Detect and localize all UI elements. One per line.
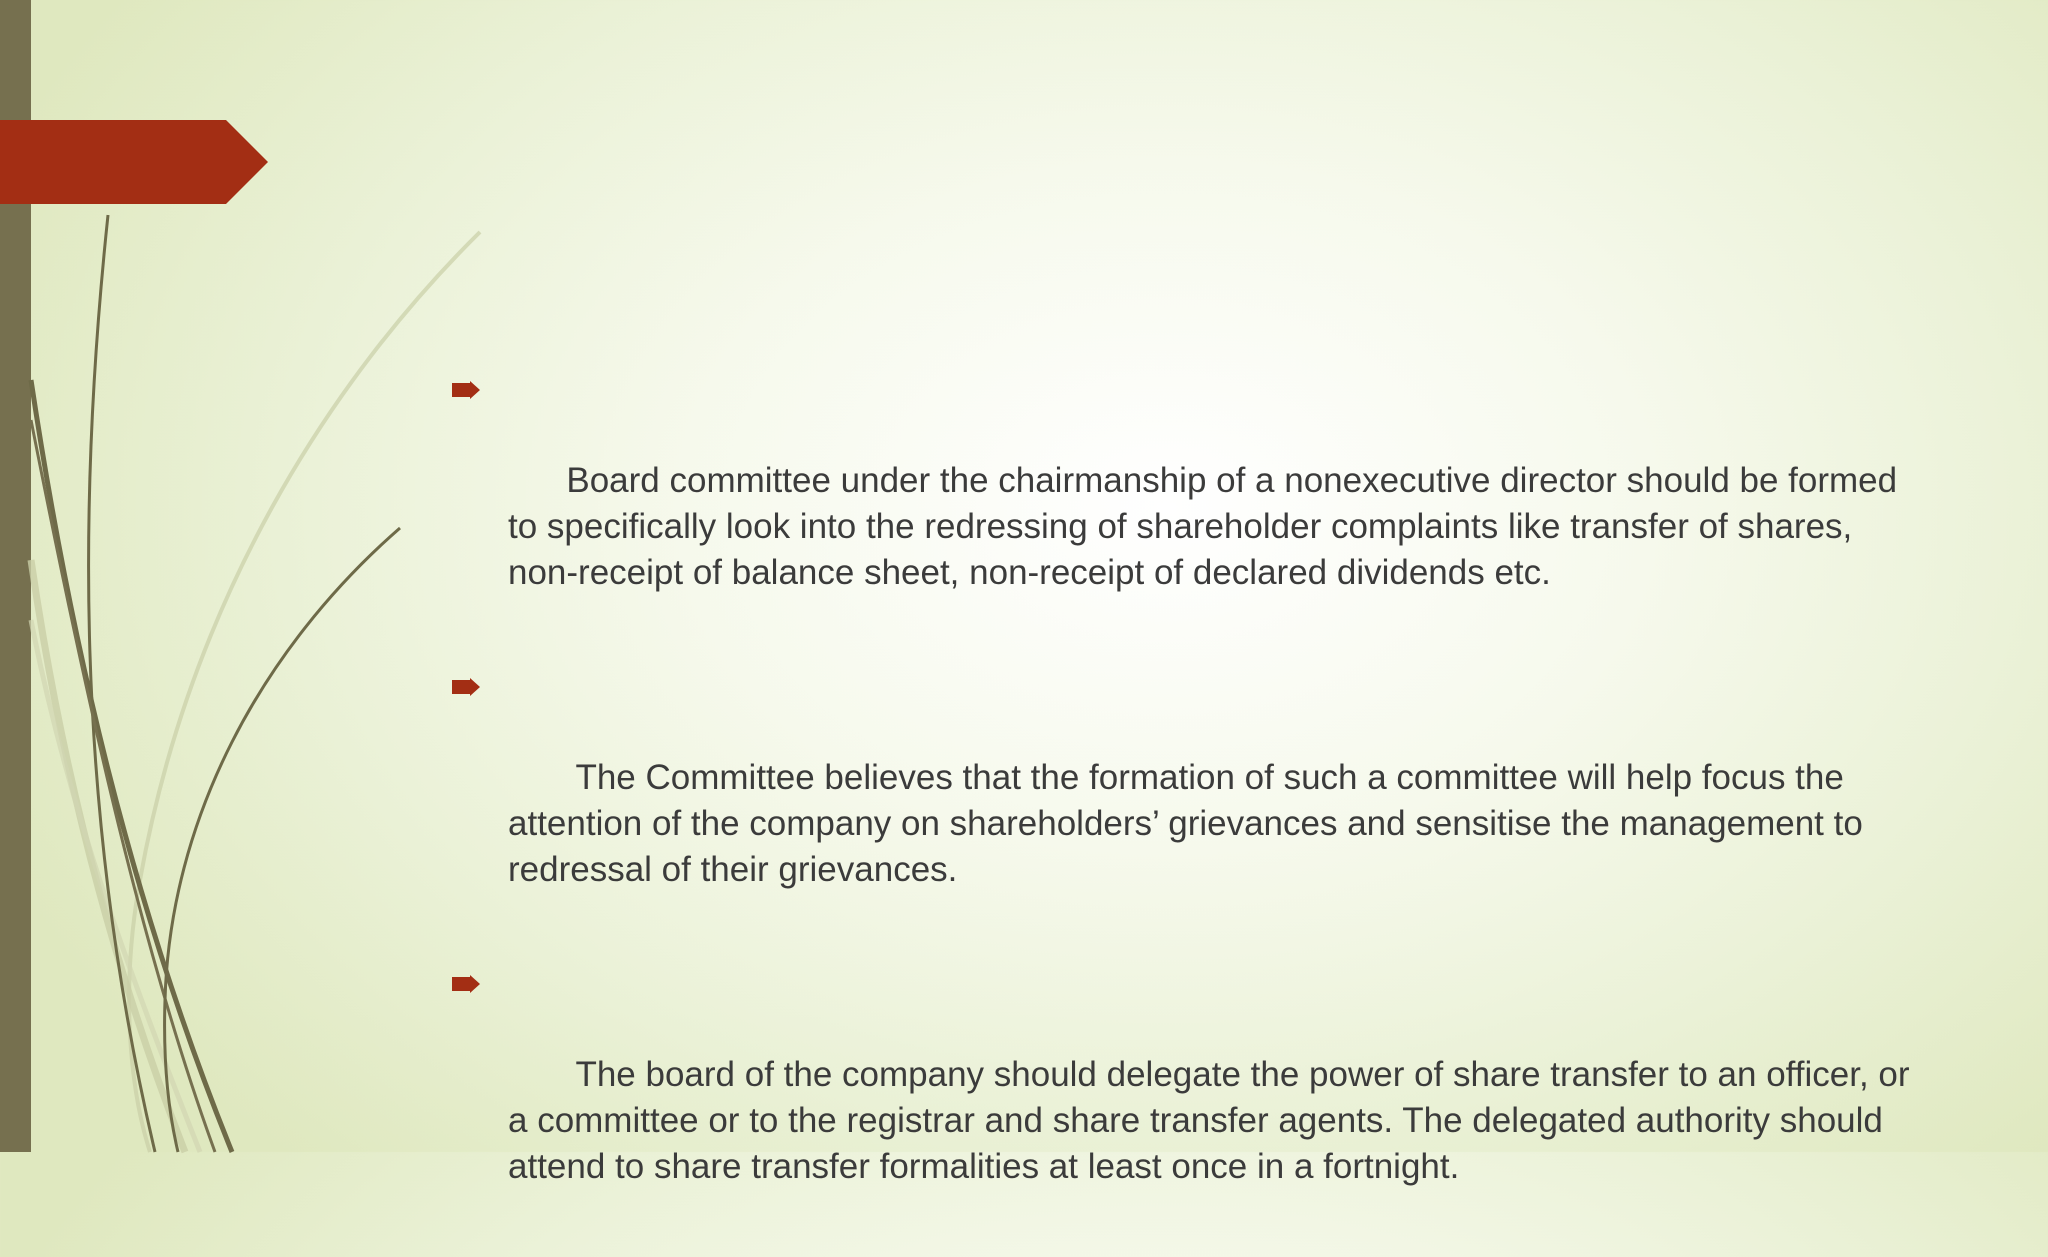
bullet-item	[452, 366, 1922, 642]
bullet-text: The board of the company should delegate the power of share transfer to an officer, or a committee or to the registrar and share transfer agents. The delegated authority should attend to share transfer formalities at least once in a fortnight.	[508, 1055, 1920, 1186]
decorative-curve	[31, 560, 185, 1152]
slide-content	[452, 366, 1922, 1257]
arrow-right-icon	[452, 381, 482, 399]
bullet-text: Board committee under the chairmanship of a nonexecutive director should be formed to specifically look into the redressing of shareholder complaints like transfer of shares, non-receipt of balance sheet, non-receipt of declared dividends etc.	[508, 461, 1907, 592]
bullet-text: The Committee believes that the formation of such a committee will help focus the attention of the company on shareholders’ grievances and sensitise the management to redressal of their grievances.	[508, 758, 1873, 889]
arrow-banner-icon	[0, 120, 268, 204]
decorative-curve	[165, 528, 400, 1152]
decorative-curve	[31, 420, 215, 1152]
bullet-item	[452, 663, 1922, 939]
arrow-right-icon	[452, 678, 482, 696]
arrow-right-icon	[452, 975, 482, 993]
bullet-item	[452, 960, 1922, 1236]
bullet-list	[452, 366, 1922, 1236]
